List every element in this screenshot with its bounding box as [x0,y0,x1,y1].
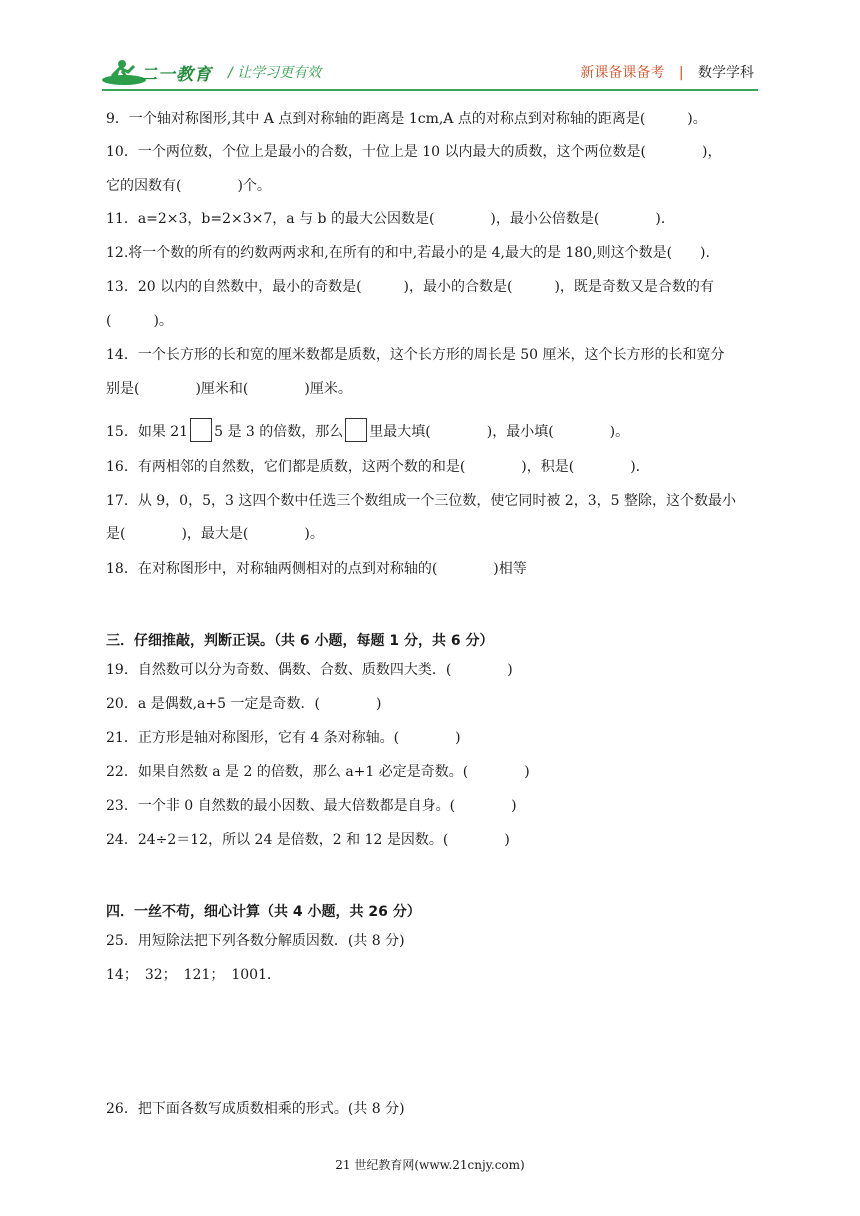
question-14-line1: 14．一个长方形的长和宽的厘米数都是质数，这个长方形的周长是 50 厘米，这个长方形的长和宽分 [106,347,725,363]
question-25-numbers: 14； 32； 121； 1001． [106,967,281,983]
question-20: 20．a 是偶数,a+5 一定是奇数．( ) [106,696,382,712]
q15-part3: 里最大填( )，最小填( )。 [369,424,630,440]
question-17-line1: 17．从 9，0，5，3 这四个数中任选三个数组成一个三位数，使它同时被 2，3，5 整除，这个数最小 [106,493,736,509]
header-divider [102,89,758,91]
question-17-line2: 是( )，最大是( )。 [106,526,324,542]
header-course-label: 新课备课备考 [580,65,665,81]
question-11: 11．a=2×3，b=2×3×7，a 与 b 的最大公因数是( )，最小公倍数是( )． [106,211,675,227]
question-13-line2: ( )。 [106,313,173,329]
question-18: 18．在对称图形中，对称轴两侧相对的点到对称轴的( )相等 [106,561,527,577]
section-3-heading: 三．仔细推敲，判断正误。（共 6 小题，每题 1 分，共 6 分） [106,633,494,649]
question-16: 16．有两相邻的自然数，它们都是质数，这两个数的和是( )，积是( )． [106,459,650,475]
q15-part2: 5 是 3 的倍数，那么 [214,424,344,440]
question-26: 26．把下面各数写成质数相乘的形式。(共 8 分) [106,1101,405,1117]
question-12: 12.将一个数的所有的约数两两求和,在所有的和中,若最小的是 4,最大的是 180,则这个数是( ). [106,245,710,261]
question-14-line2: 别是( )厘米和( )厘米。 [106,381,352,397]
q15-part1: 15．如果 21 [106,424,189,440]
logo-text: 二一教育 [140,65,212,85]
blank-box [190,418,212,442]
question-10-line2: 它的因数有( )个。 [106,178,271,194]
header-separator: | [678,65,684,81]
question-24: 24．24÷2＝12，所以 24 是倍数，2 和 12 是因数。( ) [106,832,510,848]
question-22: 22．如果自然数 a 是 2 的倍数，那么 a+1 必定是奇数。( ) [106,764,530,780]
header-slogan: / 让学习更有效 [228,65,322,81]
page-header [0,0,860,100]
page-footer: 21 世纪教育网(www.21cnjy.com) [335,1158,525,1172]
question-13-line1: 13．20 以内的自然数中，最小的奇数是( )，最小的合数是( )，既是奇数又是合数的有 [106,279,714,295]
question-21: 21．正方形是轴对称图形，它有 4 条对称轴。( ) [106,730,461,746]
blank-box [345,418,367,442]
question-15 [106,418,629,442]
question-9: 9．一个轴对称图形,其中 A 点到对称轴的距离是 1cm,A 点的对称点到对称轴的距离是( )。 [106,111,707,127]
question-19: 19．自然数可以分为奇数、偶数、合数、质数四大类．( ) [106,662,513,678]
question-23: 23．一个非 0 自然数的最小因数、最大倍数都是自身。( ) [106,798,517,814]
question-10-line1: 10．一个两位数，个位上是最小的合数，十位上是 10 以内最大的质数，这个两位数是( )， [106,144,722,160]
header-right [580,62,754,82]
section-4-heading: 四．一丝不苟，细心计算（共 4 小题，共 26 分） [106,904,421,920]
header-subject-label: 数学学科 [698,65,754,81]
question-25: 25．用短除法把下列各数分解质因数．(共 8 分) [106,933,405,949]
